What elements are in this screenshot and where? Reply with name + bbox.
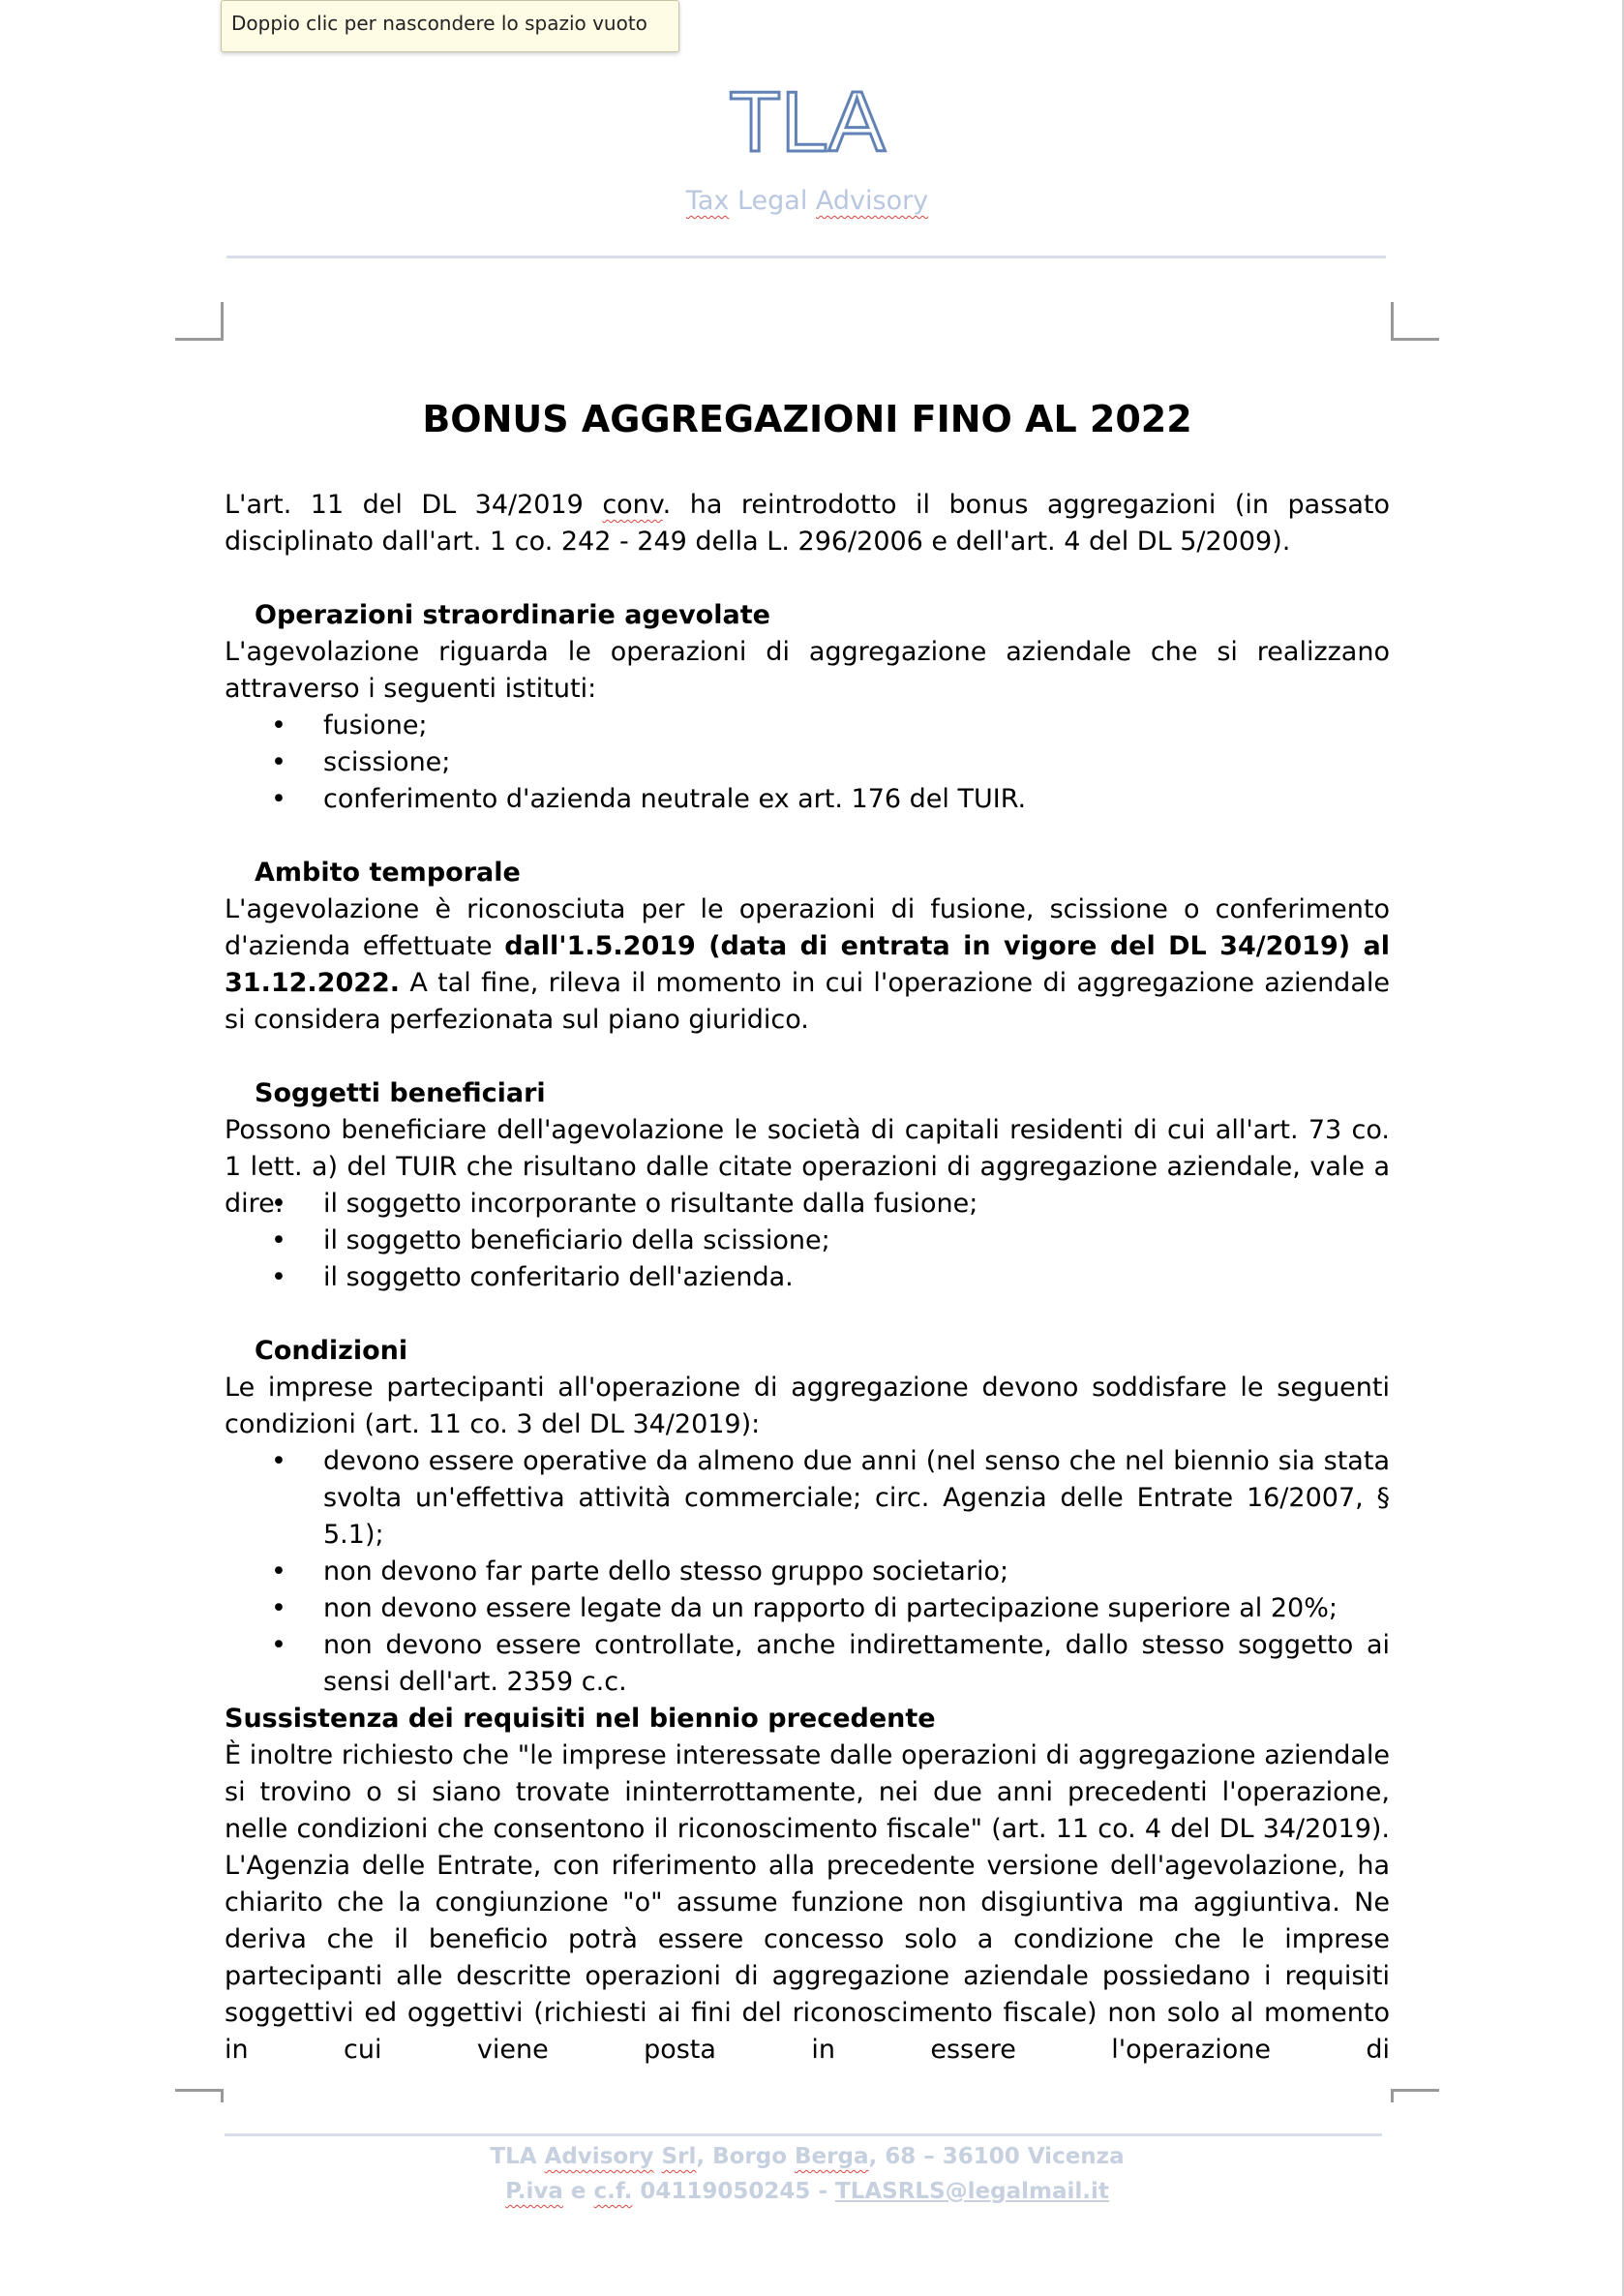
list-item: • conferimento d'azienda neutrale ex art. 176 del TUIR. — [225, 781, 1390, 818]
tooltip — [221, 0, 679, 52]
list-item: • scissione; — [225, 744, 1390, 781]
list-item: • non devono essere legate da un rapporto di partecipazione superiore al 20%; — [225, 1590, 1390, 1627]
section-body: Possono beneficiare dell'agevolazione le società di capitali residenti di cui all'art. 73 co. 1 lett. a) del TUIR che risultano dalle citate operazioni di aggregazione aziendale, vale a dire: — [225, 1115, 1390, 1219]
list-item: • il soggetto conferitario dell'azienda. — [225, 1259, 1390, 1296]
section-body: L'agevolazione riguarda le operazioni di aggregazione aziendale che si realizzano attraverso i seguenti istituti: — [225, 637, 1390, 704]
bullet-list — [225, 1186, 1390, 1296]
section-heading: Condizioni — [255, 1336, 408, 1366]
section-body: È inoltre richiesto che "le imprese interessate dalle operazioni di aggregazione aziendale si trovino o si siano trovate ininterrottamente, nei due anni precedenti l'operazione, nelle condizioni che consentono il riconoscimento fiscale" (art. 11 co. 4 del DL 34/2019). L'Agenzia delle Entrate, con riferimento alla precedente versione dell'agevolazione, ha chiarito che la congiunzione "o" assume funzione non disgiuntiva ma aggiuntiva. Ne deriva che il beneficio potrà essere concesso solo a condizione che le imprese partecipanti alle descritte operazioni di aggregazione aziendale possiedano i requisiti soggettivi ed oggettivi (richiesti ai fini del riconoscimento fiscale) non solo al momento in cui viene posta in essere l'operazione di — [225, 1740, 1390, 2065]
section-heading: Soggetti beneficiari — [255, 1078, 546, 1108]
footer-email-link[interactable]: TLASRLS@legalmail.it — [835, 2179, 1109, 2204]
tagline-word: Advisory — [815, 186, 929, 216]
document-title: BONUS AGGREGAZIONI FINO AL 2022 — [422, 398, 1192, 440]
logo — [710, 76, 904, 163]
footer-tax-info: P.iva e c.f. 04119050245 - TLASRLS@legalmail.it — [505, 2179, 1109, 2204]
section-heading: Operazioni straordinarie agevolate — [255, 600, 770, 630]
spelling-flag: conv — [602, 490, 663, 520]
date-range: dall'1.5.2019 (data di entrata in vigore del DL 34/2019) al 31.12.2022. — [225, 931, 1390, 998]
bullet-list — [225, 1443, 1390, 1701]
footer-rule — [225, 2133, 1382, 2136]
list-item: • non devono essere controllate, anche indirettamente, dallo stesso soggetto ai sensi dell'art. 2359 c.c. — [225, 1627, 1390, 1701]
bullet-list — [225, 708, 1390, 818]
logo-text: TLA — [729, 76, 886, 163]
intro-paragraph: L'art. 11 del DL 34/2019 conv. ha reintrodotto il bonus aggregazioni (in passato disciplinato dall'art. 1 co. 242 - 249 della L. 296/2006 e dell'art. 4 del DL 5/2009). — [225, 490, 1390, 557]
header-logo — [0, 76, 1614, 163]
header-tagline — [0, 186, 1614, 216]
section-body: L'agevolazione è riconosciuta per le operazioni di fusione, scissione o conferimento d'azienda effettuate dall'1.5.2019 (data di entrata in vigore del DL 34/2019) al 31.12.2022. A tal fine, rileva il momento in cui l'operazione di aggregazione aziendale si considera perfezionata sul piano giuridico. — [225, 894, 1390, 1035]
list-item: • fusione; — [225, 708, 1390, 744]
tagline-word: Legal — [737, 186, 808, 216]
list-item: • devono essere operative da almeno due anni (nel senso che nel biennio sia stata svolta un'effettiva attività commerciale; circ. Agenzia delle Entrate 16/2007, § 5.1); — [225, 1443, 1390, 1554]
header-rule — [226, 256, 1386, 258]
footer-address: TLA Advisory Srl, Borgo Berga, 68 – 36100 Vicenza — [490, 2144, 1125, 2169]
list-item: • il soggetto incorporante o risultante dalla fusione; — [225, 1186, 1390, 1223]
list-item: • il soggetto beneficiario della scissione; — [225, 1223, 1390, 1259]
section-body: Le imprese partecipanti all'operazione di aggregazione devono soddisfare le seguenti condizioni (art. 11 co. 3 del DL 34/2019): — [225, 1373, 1390, 1439]
list-item: • non devono far parte dello stesso gruppo societario; — [225, 1554, 1390, 1590]
tooltip-text: Doppio clic per nascondere lo spazio vuoto — [231, 12, 647, 35]
section-heading: Ambito temporale — [255, 858, 521, 888]
section-heading: Sussistenza dei requisiti nel biennio precedente — [225, 1704, 936, 1734]
tagline-word: Tax — [685, 186, 730, 216]
